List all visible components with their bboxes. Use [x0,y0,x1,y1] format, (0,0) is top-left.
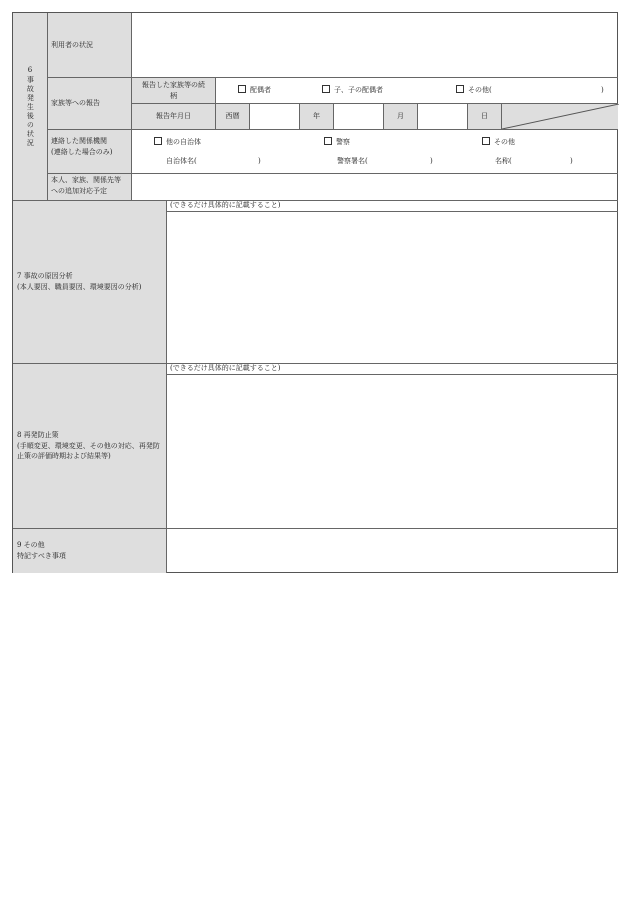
section7-note: (できるだけ具体的に記載すること) [170,201,281,209]
section7-field[interactable] [166,211,618,363]
day-field[interactable] [417,103,467,129]
section6-heading [13,13,47,200]
diagonal-slash [502,104,619,129]
report-date-label-cell [131,103,215,129]
section8-subtitle: (手順変更、環境変更、その他の対応、再発防止策の評価時期および結果等) [17,441,160,461]
police-station-name-label: 警察署名( [337,157,368,165]
section7-label-cell [13,200,166,363]
municipality-name-label: 自治体名( [166,157,197,165]
org-other-municipality-label: 他の自治体 [166,138,201,146]
option-child-label: 子、子の配偶者 [334,86,383,94]
checkbox-icon [238,85,246,93]
section8-note: (できるだけ具体的に記載すること) [170,364,281,372]
org-police[interactable] [324,137,350,148]
option-spouse[interactable] [238,85,271,96]
police-station-close: ) [430,157,433,165]
org-other[interactable] [482,137,515,148]
org-other-municipality[interactable] [154,137,201,148]
reported-family-label: 報告した家族等の続柄 [142,80,205,100]
section8-label-cell [13,363,166,528]
option-child[interactable] [322,85,383,96]
user-status-label: 利用者の状況 [51,40,93,49]
section7-title: 7 事故の原因分析 [17,272,73,281]
section6-number: 6 [27,66,33,75]
incident-report-form [12,12,618,573]
contacted-label-2: (連絡した場合のみ) [51,147,113,156]
contacted-label-cell [47,129,131,173]
contacted-label-1: 連絡した関係機関 [51,137,107,145]
section9-label-cell [13,528,166,573]
day-label-cell [467,103,501,129]
checkbox-icon [322,85,330,93]
section7-note-cell [166,200,618,211]
checkbox-icon [324,137,332,145]
option-spouse-label: 配偶者 [250,86,271,94]
checkbox-icon [456,85,464,93]
municipality-close: ) [258,157,261,165]
report-date-label: 報告年月日 [156,112,191,121]
contacted-orgs [131,129,618,173]
other-name-label: 名称( [495,157,512,165]
month-label: 月 [397,112,404,121]
option-other-label: その他( [468,86,492,94]
section6-heading-text: 事故発生後の状況 [26,75,35,148]
year-label: 年 [313,112,320,121]
org-other-label: その他 [494,138,515,146]
day-label: 日 [481,112,488,121]
other-name-close: ) [570,157,573,165]
section8-note-cell [166,363,618,374]
month-label-cell [383,103,417,129]
section7-subtitle: (本人要因、職員要因、環境要因の分析) [17,283,142,291]
era-label: 西暦 [225,112,240,121]
family-report-label-cell [47,77,131,129]
user-status-field[interactable] [131,13,618,77]
followup-label-2: への追加対応予定 [51,187,107,196]
hatched-cell [501,103,618,129]
section9-field[interactable] [166,528,618,573]
user-status-label-cell [47,13,131,77]
year-field[interactable] [249,103,299,129]
followup-label-cell [47,173,131,200]
month-field[interactable] [333,103,383,129]
org-police-label: 警察 [336,138,350,146]
checkbox-icon [154,137,162,145]
family-report-label: 家族等への報告 [51,99,100,108]
reported-family-label-cell [131,77,215,103]
option-other-close: ) [601,86,604,94]
section9-title: 9 その他 [17,541,45,550]
checkbox-icon [482,137,490,145]
section8-title: 8 再発防止策 [17,430,59,439]
era-label-cell [215,103,249,129]
followup-label-1: 本人、家族、関係先等 [51,176,121,184]
followup-field[interactable] [131,173,618,200]
reported-family-options [215,77,618,103]
section8-field[interactable] [166,374,618,528]
year-label-cell [299,103,333,129]
section9-subtitle: 特記すべき事項 [17,552,66,560]
option-other[interactable] [456,85,492,96]
